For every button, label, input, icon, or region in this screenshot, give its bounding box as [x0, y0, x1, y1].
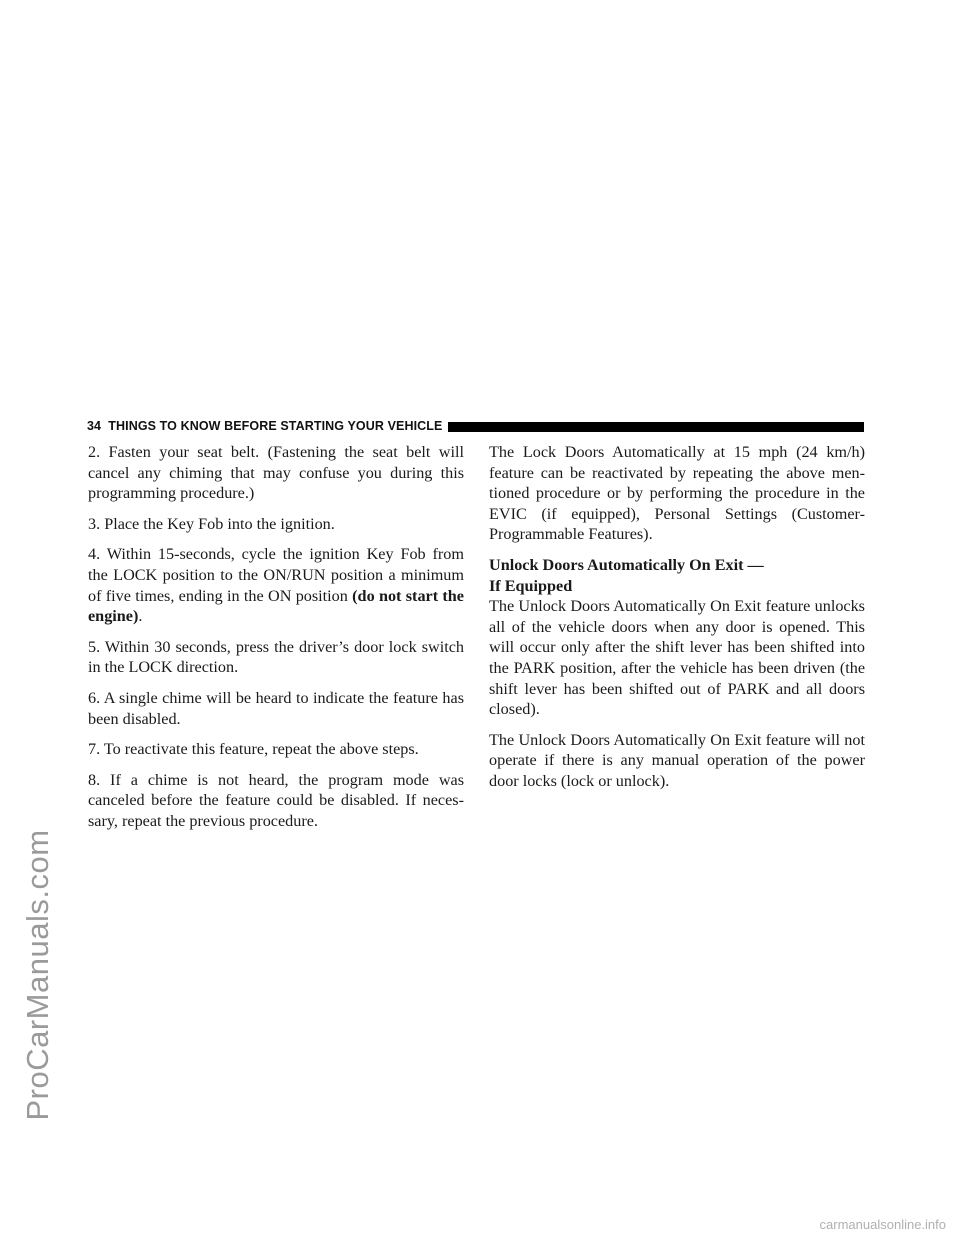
section-title: THINGS TO KNOW BEFORE STARTING YOUR VEHICLE	[108, 419, 443, 433]
step-2: 2. Fasten your seat belt. (Fastening the seat belt will cancel any chiming that may confuse you during this programming procedure.)	[88, 443, 464, 503]
step-5: 5. Within 30 seconds, press the driver’s door lock switch in the LOCK direction.	[88, 637, 464, 677]
page-header-label	[87, 419, 448, 433]
section-heading-line-1: Unlock Doors Automatically On Exit —	[489, 555, 764, 574]
step-8: 8. If a chime is not heard, the program mode was canceled before the feature could be disabled. If neces-sary, repeat the previous procedure.	[88, 770, 464, 830]
step-4	[88, 544, 464, 626]
step-3: 3. Place the Key Fob into the ignition.	[88, 514, 335, 533]
step-6: 6. A single chime will be heard to indicate the feature has been disabled.	[88, 688, 464, 728]
step-4-text: 4. Within 15-seconds, cycle the ignition Key Fob from the LOCK position to the ON/RUN position a minimum of five times, ending in the ON position	[88, 545, 464, 605]
reactivation-paragraph: The Lock Doors Automatically at 15 mph (24 km/h) feature can be reactivated by repeating the above men-tioned procedure or by performing the procedure in the EVIC (if equipped), Personal Settings (Customer-Programmable Features).	[489, 443, 865, 544]
side-watermark	[0, 0, 76, 1242]
section-heading	[489, 555, 865, 596]
unlock-description: The Unlock Doors Automatically On Exit feature unlocks all of the vehicle doors when any door is opened. This will occur only after the shift lever has been shifted into the PARK position, after the vehicle has been driven (the shift lever has been shifted out of PARK and all doors closed).	[489, 597, 865, 719]
step-7: 7. To reactivate this feature, repeat the above steps.	[88, 740, 419, 759]
header-rule	[448, 422, 864, 432]
step-4-end: .	[138, 607, 143, 626]
page-number: 34	[87, 419, 102, 433]
step-4-warning: (do not start the engine)	[88, 586, 464, 626]
footer-watermark: carmanualsonline.info	[819, 1217, 946, 1232]
section-heading-line-2: If Equipped	[489, 576, 573, 595]
right-column	[489, 442, 865, 802]
left-column	[88, 442, 464, 842]
page-header	[87, 416, 864, 436]
unlock-exception: The Unlock Doors Automatically On Exit feature will not operate if there is any manual operation of the power door locks (lock or unlock).	[489, 730, 865, 790]
side-watermark-text: ProCarManuals.com	[20, 829, 55, 1121]
